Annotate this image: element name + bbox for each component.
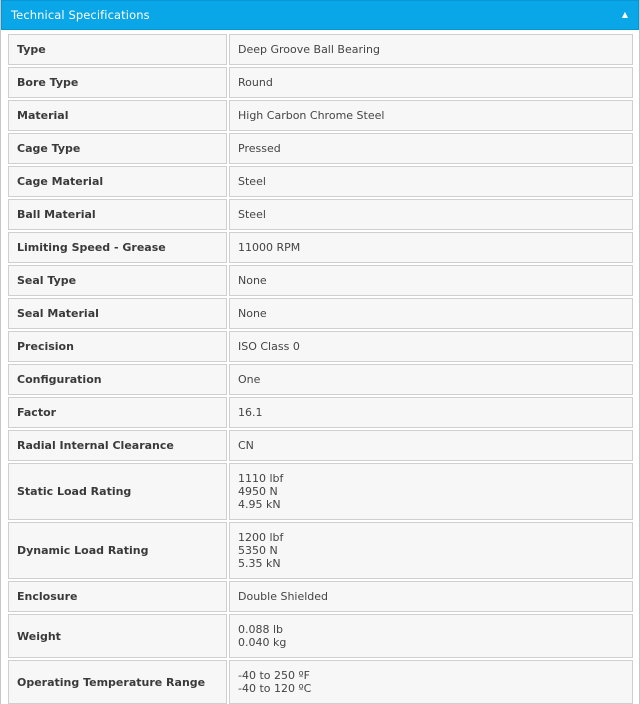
spec-row	[8, 614, 633, 658]
spec-row	[8, 265, 633, 296]
spec-row	[8, 199, 633, 230]
spec-row	[8, 67, 633, 98]
spec-value-line: 11000 RPM	[238, 241, 301, 254]
spec-value-line: 5.35 kN	[238, 557, 281, 570]
spec-value-line: High Carbon Chrome Steel	[238, 109, 385, 122]
spec-label: Operating Temperature Range	[8, 660, 227, 704]
spec-row	[8, 364, 633, 395]
spec-row	[8, 331, 633, 362]
spec-value	[229, 397, 633, 428]
spec-value-line: Deep Groove Ball Bearing	[238, 43, 381, 56]
spec-value	[229, 430, 633, 461]
spec-row	[8, 522, 633, 579]
spec-value	[229, 199, 633, 230]
spec-label: Type	[8, 34, 227, 65]
spec-value-line: 1200 lbf	[238, 531, 284, 544]
spec-value-line: 4950 N	[238, 485, 278, 498]
spec-value-line: One	[238, 373, 261, 386]
spec-value	[229, 298, 633, 329]
spec-value	[229, 331, 633, 362]
spec-value-line: -40 to 250 ºF	[238, 669, 311, 682]
panel-title: Technical Specifications	[11, 8, 150, 22]
spec-value-line: 16.1	[238, 406, 263, 419]
spec-value-line: 0.040 kg	[238, 636, 287, 649]
spec-value	[229, 660, 633, 704]
spec-value-line: 0.088 lb	[238, 623, 284, 636]
spec-row	[8, 660, 633, 704]
spec-label: Bore Type	[8, 67, 227, 98]
spec-label: Dynamic Load Rating	[8, 522, 227, 579]
spec-value-line: 4.95 kN	[238, 498, 281, 511]
spec-value-line: Steel	[238, 175, 266, 188]
spec-value	[229, 166, 633, 197]
spec-value	[229, 364, 633, 395]
spec-row	[8, 397, 633, 428]
spec-row	[8, 100, 633, 131]
spec-label: Cage Type	[8, 133, 227, 164]
spec-label: Configuration	[8, 364, 227, 395]
spec-row	[8, 34, 633, 65]
spec-value-line: Round	[238, 76, 273, 89]
spec-label: Enclosure	[8, 581, 227, 612]
spec-row	[8, 581, 633, 612]
spec-value	[229, 67, 633, 98]
spec-row	[8, 133, 633, 164]
spec-label: Seal Type	[8, 265, 227, 296]
spec-label: Cage Material	[8, 166, 227, 197]
spec-row	[8, 298, 633, 329]
panel-header[interactable]	[1, 0, 639, 30]
spec-label: Precision	[8, 331, 227, 362]
specifications-table-body	[8, 34, 633, 704]
spec-value	[229, 232, 633, 263]
specifications-table	[6, 32, 635, 704]
spec-value-line: Steel	[238, 208, 266, 221]
spec-value-line: 5350 N	[238, 544, 278, 557]
spec-row	[8, 232, 633, 263]
spec-label: Weight	[8, 614, 227, 658]
spec-value	[229, 265, 633, 296]
chevron-up-icon[interactable]: ▲	[621, 10, 628, 19]
spec-value	[229, 614, 633, 658]
spec-value	[229, 522, 633, 579]
spec-value	[229, 463, 633, 520]
spec-row	[8, 166, 633, 197]
spec-label: Static Load Rating	[8, 463, 227, 520]
spec-label: Ball Material	[8, 199, 227, 230]
spec-value-line: 1110 lbf	[238, 472, 284, 485]
spec-value-line: CN	[238, 439, 254, 452]
spec-row	[8, 430, 633, 461]
spec-value	[229, 34, 633, 65]
spec-value-line: ISO Class 0	[238, 340, 300, 353]
spec-value	[229, 581, 633, 612]
spec-value-line: None	[238, 274, 267, 287]
spec-label: Material	[8, 100, 227, 131]
spec-label: Factor	[8, 397, 227, 428]
spec-label: Limiting Speed - Grease	[8, 232, 227, 263]
spec-value	[229, 133, 633, 164]
spec-value-line: Pressed	[238, 142, 281, 155]
spec-value-line: -40 to 120 ºC	[238, 682, 312, 695]
spec-value-line: None	[238, 307, 267, 320]
spec-label: Radial Internal Clearance	[8, 430, 227, 461]
spec-row	[8, 463, 633, 520]
spec-value	[229, 100, 633, 131]
spec-label: Seal Material	[8, 298, 227, 329]
spec-value-line: Double Shielded	[238, 590, 329, 603]
